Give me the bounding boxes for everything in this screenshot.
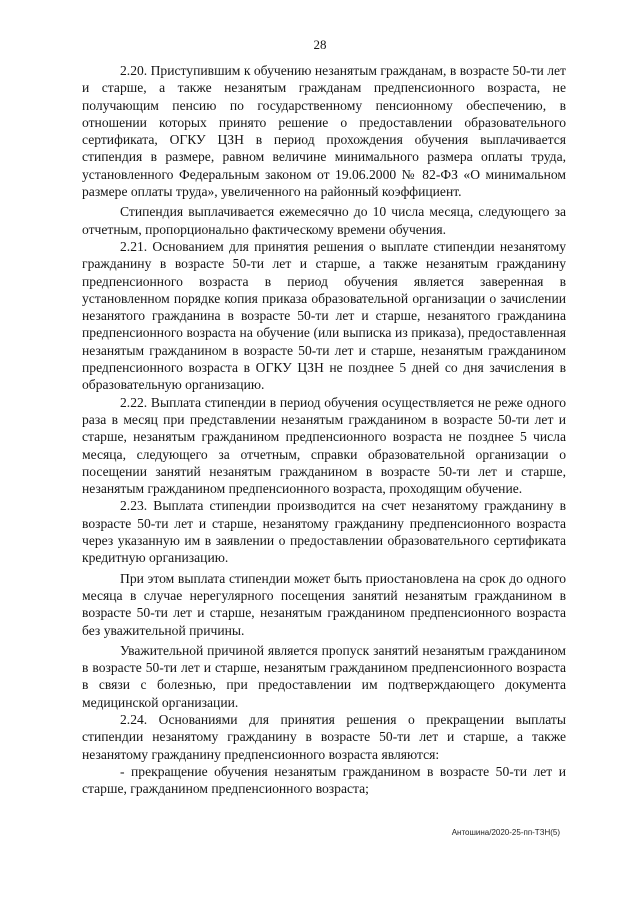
document-code: Антошина/2020-25-пп-ТЗН(5): [451, 828, 560, 837]
paragraph-2-21: 2.21. Основанием для принятия решения о выплате стипендии незанятому гражданину в возрасте 50-ти лет и старше, а также незанятым гражданину предпенсионного возраста в период обучения является заверенная в установленном порядке копия приказа образовательной организации о зачислении незанятого гражданина в возрасте 50-ти лет и старше, незанятого гражданина предпенсионного возраста на обучение (или выписка из приказа), предоставленная незанятым гражданином в возрасте 50-ти лет и старше, незанятым гражданином предпенсионного возраста в ОГКУ ЦЗН не позднее 5 дней со дня зачисления в образовательную организацию.: [82, 238, 566, 393]
list-item-termination: - прекращение обучения незанятым гражданином в возрасте 50-ти лет и старше, гражданином предпенсионного возраста;: [82, 763, 566, 797]
paragraph-2-20: 2.20. Приступившим к обучению незанятым гражданам, в возрасте 50-ти лет и старше, а также незанятым гражданам предпенсионного возраста, не получающим пенсию по государственному пенсионному обеспечению, в отношении которых принято решение о предоставлении образовательного сертификата, ОГКУ ЦЗН в период прохождения обучения выплачивается стипендия в размере, равном величине минимального размера оплаты труда, установленного Федеральным законом от 19.06.2000 № 82-ФЗ «О минимальном размере оплаты труда», увеличенного на районный коэффициент.: [82, 63, 566, 200]
paragraph-suspension: При этом выплата стипендии может быть приостановлена на срок до одного месяца в случае нерегулярного посещения занятий незанятым гражданином в возрасте 50-ти лет и старше, незанятым гражданином предпенсионного возраста без уважительной причины.: [82, 570, 566, 638]
paragraph-2-22: 2.22. Выплата стипендии в период обучения осуществляется не реже одного раза в месяц при представлении незанятым гражданином в возрасте 50-ти лет и старше, незанятым гражданином предпенсионного возраста не позднее 5 числа месяца, следующего за отчетным, справки образовательной организации о посещении занятий незанятым гражданином в возрасте 50-ти лет и старше, незанятым гражданином предпенсионного возраста, проходящим обучение.: [82, 394, 566, 497]
paragraph-stipend-schedule: Стипендия выплачивается ежемесячно до 10 числа месяца, следующего за отчетным, пропорционально фактическому времени обучения.: [82, 204, 566, 237]
paragraph-2-24: 2.24. Основаниями для принятия решения о прекращении выплаты стипендии незанятому гражданину в возрасте 50-ти лет и старше, а также незанятому гражданину предпенсионного возраста являются:: [82, 711, 566, 762]
page-number: 28: [313, 37, 327, 52]
paragraph-valid-reason: Уважительной причиной является пропуск занятий незанятым гражданином в возрасте 50-ти лет и старше, незанятым гражданином предпенсионного возраста в связи с болезнью, при предоставлении им подтверждающего документа медицинской организации.: [82, 642, 566, 710]
document-body: [82, 62, 566, 797]
paragraph-2-23: 2.23. Выплата стипендии производится на счет незанятому гражданину в возрасте 50-ти лет и старше, незанятому гражданину предпенсионного возраста через указанную им в заявлении о предоставлении образовательного сертификата кредитную организацию.: [82, 498, 566, 566]
